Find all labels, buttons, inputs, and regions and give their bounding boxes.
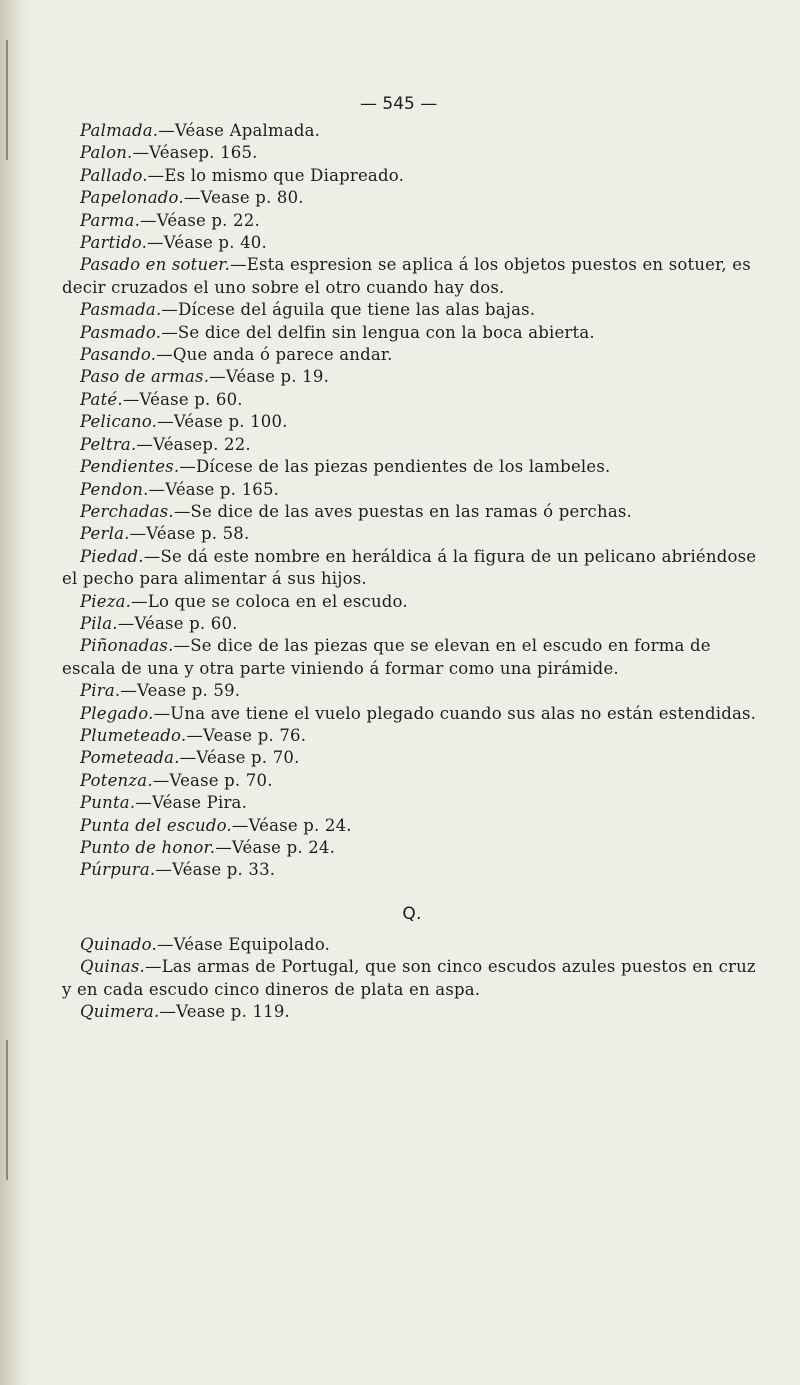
- glossary-entry: [62, 254, 762, 299]
- section-heading: Q.: [402, 903, 422, 924]
- entry-term: Plumeteado.: [80, 725, 187, 745]
- entry-definition: —Lo que se coloca en el escudo.: [131, 591, 408, 611]
- entry-term: Piedad.: [80, 546, 144, 566]
- glossary-entry: [62, 725, 762, 747]
- entry-term: Paté.: [80, 389, 123, 409]
- entry-definition: —Vease p. 70.: [152, 770, 273, 790]
- entry-term: Pira.: [80, 681, 121, 701]
- glossary-entry: [62, 210, 762, 232]
- entry-term: Palon.: [80, 143, 133, 163]
- glossary-entry: [62, 703, 762, 725]
- entry-term: Perchadas.: [80, 501, 174, 521]
- entry-term: Pasmado.: [80, 322, 162, 342]
- entry-definition: —Véasep. 165.: [132, 143, 258, 163]
- entry-definition: —Véase p. 19.: [209, 367, 330, 387]
- glossary-entry: [62, 299, 762, 321]
- entry-term: Quinado.: [80, 934, 157, 954]
- entry-definition: —Una ave tiene el vuelo plegado cuando sus alas no están estendidas.: [153, 703, 757, 723]
- entry-definition: —Es lo mismo que Diapreado.: [147, 165, 405, 185]
- glossary-entry: [62, 747, 762, 769]
- glossary-entry: [62, 434, 762, 456]
- glossary-entry: [62, 366, 762, 388]
- entries-section-p: [62, 120, 762, 882]
- glossary-entry: [62, 142, 762, 164]
- entry-definition: —Véase p. 70.: [179, 748, 300, 768]
- glossary-entry: [62, 591, 762, 613]
- glossary-entry: [62, 815, 762, 837]
- glossary-entry: [62, 344, 762, 366]
- glossary-entry: [62, 479, 762, 501]
- entry-term: Punta del escudo.: [80, 815, 232, 835]
- binding-line: [6, 40, 8, 160]
- entry-definition: —Vease p. 80.: [183, 188, 304, 208]
- entry-term: Pasando.: [80, 345, 157, 365]
- glossary-entry: [62, 187, 762, 209]
- glossary-entry: [62, 635, 762, 680]
- entry-definition: —Véase Equipolado.: [156, 934, 331, 954]
- entry-definition: —Véase p. 40.: [147, 233, 267, 253]
- entry-definition: —Véase p. 33.: [155, 860, 276, 880]
- binding-line: [6, 1040, 8, 1180]
- entry-term: Pasado en sotuer.: [80, 255, 231, 275]
- glossary-entry: [62, 411, 762, 433]
- entry-definition: —Se dá este nombre en heráldica á la figura de un pelicano abriéndose el pecho para alimentar á sus hijos.: [62, 546, 757, 589]
- entry-definition: —Se dice de las aves puestas en las ramas ó perchas.: [173, 501, 632, 521]
- glossary-entry: [62, 956, 762, 1001]
- entry-term: Pendon.: [80, 479, 149, 499]
- entry-definition: —Véase p. 24.: [215, 838, 336, 857]
- entry-definition: —Esta espresion se aplica á los objetos puestos en sotuer, es decir cruzados el uno sobre el otro cuando hay dos.: [62, 255, 751, 297]
- glossary-entry: [62, 859, 762, 881]
- glossary-entry: [62, 934, 762, 956]
- glossary-entry: [62, 232, 762, 254]
- entry-definition: —Véase p. 58.: [129, 524, 250, 544]
- entry-definition: —Que anda ó parece andar.: [156, 345, 393, 365]
- entry-term: Quinas.: [80, 957, 146, 977]
- entries-section-q: [62, 934, 762, 1024]
- glossary-entry: [62, 546, 762, 591]
- entry-term: Pieza.: [80, 591, 132, 611]
- entry-term: Púrpura.: [80, 860, 156, 880]
- page-binding-edge: [0, 0, 30, 1385]
- entry-term: Punto de honor.: [80, 838, 216, 857]
- entry-term: Parma.: [80, 210, 141, 230]
- dictionary-page: [62, 120, 762, 1023]
- glossary-entry: [62, 680, 762, 702]
- entry-term: Paso de armas.: [80, 367, 210, 387]
- glossary-entry: [62, 165, 762, 187]
- entry-term: Pometeada.: [80, 748, 180, 768]
- entry-definition: —Véase p. 24.: [231, 815, 352, 835]
- entry-term: Perla.: [80, 524, 130, 544]
- glossary-entry: [62, 837, 762, 859]
- entry-definition: —Véase p. 100.: [157, 412, 288, 432]
- entry-definition: —Las armas de Portugal, que son cinco escudos azules puestos en cruz y en cada escudo cinco dineros de plata en aspa.: [62, 957, 756, 999]
- entry-definition: —Véase Pira.: [135, 793, 248, 813]
- entry-definition: —Véase p. 60.: [117, 613, 238, 633]
- glossary-entry: [62, 456, 762, 478]
- entry-term: Piñonadas.: [80, 636, 174, 656]
- entry-term: Peltra.: [80, 434, 137, 454]
- glossary-entry: [62, 792, 762, 814]
- glossary-entry: [62, 322, 762, 344]
- entry-term: Pallado.: [80, 165, 148, 185]
- entry-term: Papelonado.: [80, 188, 184, 208]
- entry-term: Pendientes.: [80, 457, 180, 477]
- entry-definition: —Se dice de las piezas que se elevan en el escudo en forma de escala de una y otra parte viniendo á formar como una pirámide.: [62, 636, 711, 678]
- entry-term: Pila.: [80, 613, 118, 633]
- glossary-entry: [62, 770, 762, 792]
- entry-term: Plegado.: [80, 703, 154, 723]
- entry-definition: —Dícese de las piezas pendientes de los lambeles.: [179, 457, 611, 477]
- entry-definition: —Dícese del águila que tiene las alas bajas.: [161, 300, 536, 320]
- glossary-entry: [62, 1001, 762, 1023]
- entry-term: Palmada.: [80, 121, 159, 140]
- entry-term: Punta.: [80, 793, 136, 813]
- entry-definition: —Véasep. 22.: [136, 434, 251, 454]
- entry-term: Partido.: [80, 233, 148, 253]
- entry-term: Potenza.: [80, 770, 153, 790]
- entry-term: Pelicano.: [80, 412, 158, 432]
- glossary-entry: [62, 613, 762, 635]
- entry-definition: —Vease p. 76.: [186, 725, 307, 745]
- glossary-entry: [62, 523, 762, 545]
- page-number: — 545 —: [360, 94, 438, 114]
- entry-definition: —Vease p. 59.: [120, 681, 241, 701]
- entry-definition: —Vease p. 119.: [159, 1002, 290, 1022]
- entry-definition: —Se dice del delfin sin lengua con la boca abierta.: [161, 322, 595, 342]
- entry-term: Quimera.: [80, 1002, 160, 1022]
- entry-definition: —Véase p. 165.: [148, 479, 280, 499]
- glossary-entry: [62, 120, 762, 142]
- entry-definition: —Véase p. 22.: [140, 210, 260, 230]
- glossary-entry: [62, 501, 762, 523]
- glossary-entry: [62, 389, 762, 411]
- entry-term: Pasmada.: [80, 300, 162, 320]
- entry-definition: —Véase Apalmada.: [158, 121, 321, 140]
- entry-definition: —Véase p. 60.: [122, 389, 243, 409]
